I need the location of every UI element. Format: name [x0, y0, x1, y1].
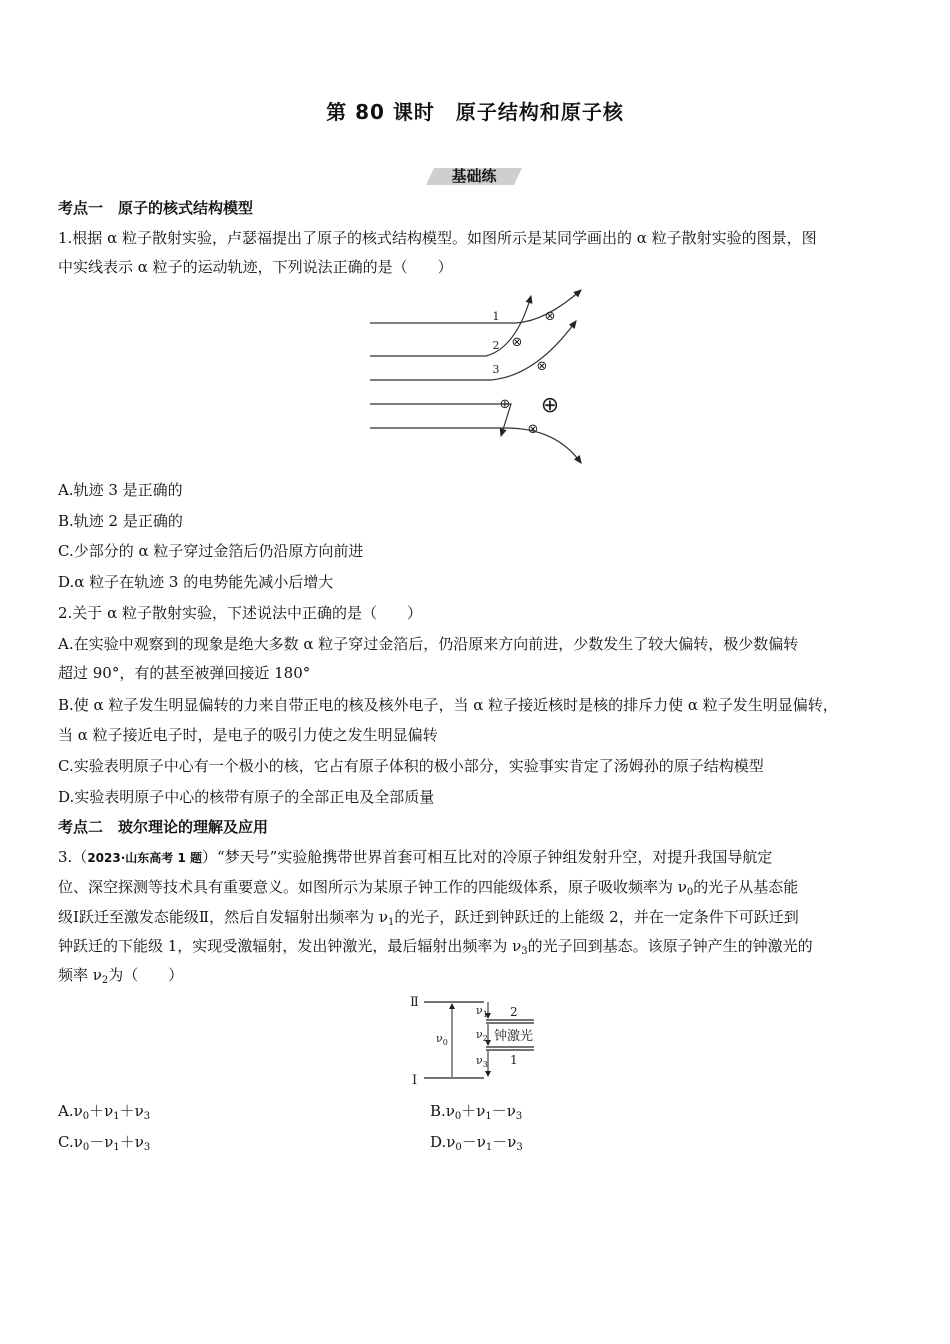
page-title: 第 80 课时 原子结构和原子核: [326, 100, 624, 124]
level-II-label: Ⅱ: [410, 995, 419, 1010]
positive-charge-small: ⊕: [499, 397, 511, 412]
clock-laser-label: 钟激光: [494, 1029, 534, 1044]
q3-line5-text: 频率 ν: [58, 966, 102, 984]
q3-line3-sub: 1: [388, 917, 395, 928]
q3-stem-line5: [58, 964, 900, 986]
q1-option-c: C.少部分的 α 粒子穿过金箔后仍沿原方向前进: [58, 542, 364, 560]
nucleus-symbol: ⊕: [540, 393, 560, 418]
q2-option-b-line2: 当 α 粒子接近电子时，是电子的吸引力使之发生明显偏转: [58, 726, 438, 744]
q3-option-d-label: D.: [430, 1133, 447, 1151]
q3-line4-tail: 的光子回到基态。该原子钟产生的钟激光的: [527, 937, 813, 955]
alpha-scattering-figure: [366, 288, 596, 472]
section-heading-1: 考点一 原子的核式结构模型: [58, 199, 254, 217]
nu1-label: $\nu_1$: [476, 1004, 488, 1019]
energy-level-figure: [402, 992, 552, 1092]
q3-option-b-label: B.: [430, 1102, 446, 1120]
q3-line2-sub: 0: [686, 887, 694, 898]
q3-line3-tail: 的光子，跃迁到钟跃迁的上能级 2，并在一定条件下可跃迁到: [394, 908, 799, 926]
q3-line5-sub: 2: [101, 975, 109, 986]
q2-option-d: D.实验表明原子中心的核带有原子的全部正电及全部质量: [58, 788, 435, 806]
electron-3: ⊗: [536, 359, 548, 374]
q1-stem-line2: 中实线表示 α 粒子的运动轨迹，下列说法正确的是（ ）: [58, 258, 453, 276]
nu0-label: $\nu_0$: [436, 1032, 448, 1047]
q1-option-a: A.轨迹 3 是正确的: [58, 481, 183, 499]
q3-option-d: $D.\nu_0-\nu_1-\nu_3$: [430, 1133, 523, 1153]
q3-prefix: 3.（: [58, 848, 88, 866]
q3-line2-text: 位、深空探测等技术具有重要意义。如图所示为某原子钟工作的四能级体系，原子吸收频率为 ν: [58, 878, 687, 896]
q3-stem-line4: [58, 935, 900, 957]
q3-stem-line2: [58, 876, 900, 898]
q3-line4-sub: 3: [521, 946, 528, 957]
nu2-label: $\nu_2$: [476, 1028, 488, 1043]
level-2-label: 2: [510, 1005, 518, 1019]
alpha-scattering-diagram: [366, 288, 596, 468]
energy-level-diagram: [402, 992, 552, 1088]
section-heading-2: 考点二 玻尔理论的理解及应用: [58, 818, 269, 836]
q3-option-c: $C.\nu_0-\nu_1+\nu_3$: [58, 1133, 151, 1153]
q3-option-a: $A.\nu_0+\nu_1+\nu_3$: [58, 1102, 151, 1122]
electron-1: ⊗: [544, 309, 556, 324]
section-badge: [426, 166, 522, 186]
q3-source: 山东高考 1 题: [125, 851, 202, 865]
q3-line2-tail: 的光子从基态能: [693, 878, 799, 896]
q3-option-a-label: A.: [58, 1102, 74, 1120]
q3-line4-text: 钟跃迁的下能级 1，实现受激辐射，发出钟激光，最后辐射出频率为 ν: [58, 937, 522, 955]
q2-option-c: C.实验表明原子中心有一个极小的核，它占有原子体积的极小部分，实验事实肯定了汤姆孙的原子结构模型: [58, 757, 764, 775]
track-4: [370, 404, 511, 436]
q3-stem-line3: [58, 906, 900, 928]
level-I-label: Ⅰ: [412, 1073, 418, 1088]
track-label-3: 3: [492, 363, 500, 376]
q3-line3-text: 级Ⅰ跃迁至激发态能级Ⅱ，然后自发辐射出频率为 ν: [58, 908, 389, 926]
q3-option-c-label: C.: [58, 1133, 74, 1151]
q2-option-a-line1: A.在实验中观察到的现象是绝大多数 α 粒子穿过金箔后，仍沿原来方向前进，少数发生了较大偏转，极少数偏转: [58, 635, 799, 653]
q2-option-a-line2: 超过 90°，有的甚至被弹回接近 180°: [58, 664, 311, 682]
track-2: [370, 296, 531, 356]
badge-label: 基础练: [451, 167, 497, 185]
q1-option-b: B.轨迹 2 是正确的: [58, 512, 183, 530]
q1-stem-line1: 1.根据 α 粒子散射实验，卢瑟福提出了原子的核式结构模型。如图所示是某同学画出的 α 粒子散射实验的图景，图: [58, 229, 817, 247]
q3-suffix: ）“梦天号”实验舱携带世界首套可相互比对的冷原子钟组发射升空，对提升我国导航定: [202, 848, 773, 866]
q3-line5-tail: 为（ ）: [108, 966, 184, 984]
q3-source-year: 2023·: [87, 851, 126, 865]
q2-option-b-line1: B.使 α 粒子发生明显偏转的力来自带正电的核及核外电子，当 α 粒子接近核时是核的排斥力使 α 粒子发生明显偏转，: [58, 696, 838, 714]
track-label-2: 2: [492, 339, 500, 352]
electron-4: ⊗: [527, 422, 539, 437]
track-5: [370, 428, 581, 463]
track-label-1: 1: [492, 310, 500, 323]
q3-stem-line1: [58, 846, 900, 869]
q2-stem: 2.关于 α 粒子散射实验，下述说法中正确的是（ ）: [58, 604, 422, 622]
level-1-label: 1: [510, 1053, 518, 1067]
electron-2: ⊗: [511, 335, 523, 350]
q3-option-b: $B.\nu_0+\nu_1-\nu_3$: [430, 1102, 523, 1122]
q1-option-d: D.α 粒子在轨迹 3 的电势能先减小后增大: [58, 573, 334, 591]
nu3-label: $\nu_3$: [476, 1054, 488, 1069]
